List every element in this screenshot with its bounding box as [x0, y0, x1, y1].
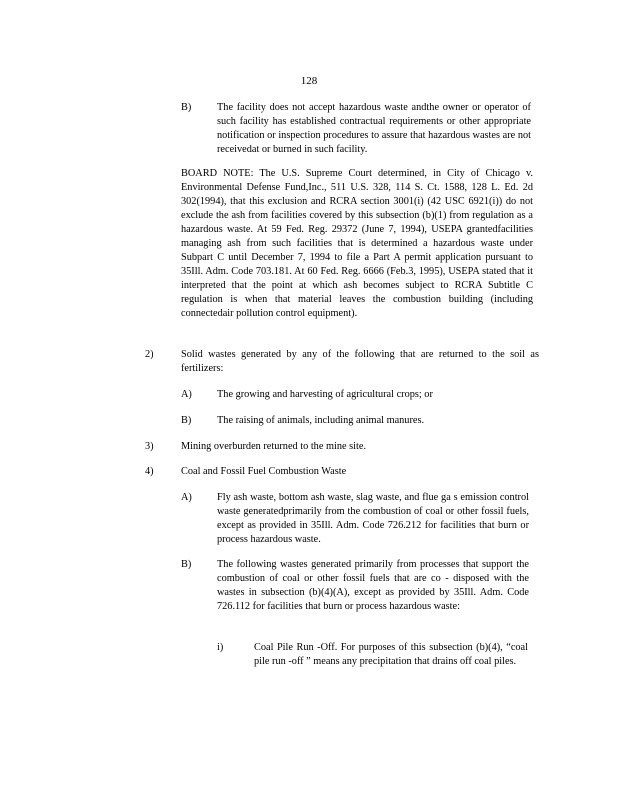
item-b-label: B)	[181, 102, 192, 113]
item-4a-text: Fly ash waste, bottom ash waste, slag waste, and flue ga s emission control waste generatedprimarily from the combustion of coal or other fossil fuels, except as provided in 35Ill. Adm. Code 726.212 for facilities that burn or process hazardous waste.	[217, 492, 529, 545]
item-2a-label: A)	[181, 389, 192, 400]
item-2b-label: B)	[181, 415, 192, 426]
page-number: 128	[300, 75, 318, 87]
item-3-label: 3)	[145, 441, 154, 452]
item-4b-text: The following wastes generated primarily from processes that support the combustion of coal or other fossil fuels that are co - disposed with the wastes in subsection (b)(4)(A), except as provided by 35Ill. Adm. Code 726.112 for facilities that burn or process hazardous waste:	[217, 559, 529, 612]
item-4-heading: Coal and Fossil Fuel Combustion Waste	[181, 466, 347, 477]
item-4b-label: B)	[181, 559, 192, 570]
item-4b-i-text: Coal Pile Run -Off. For purposes of this subsection (b)(4), “coal pile run -off ” means any precipitation that drains off coal piles.	[254, 642, 528, 667]
item-4b-i-label: i)	[217, 642, 224, 653]
item-2a-text: The growing and harvesting of agricultural crops; or	[217, 389, 433, 400]
item-2-text: Solid wastes generated by any of the following that are returned to the soil as fertilizers:	[181, 349, 539, 374]
item-4a-label: A)	[181, 492, 192, 503]
item-b-text: The facility does not accept hazardous waste andthe owner or operator of such facility has established contractual requirements or other appropriate notification or inspection procedures to assure that hazardous wastes are not receivedat or burned in such facility.	[217, 102, 531, 155]
item-2b-text: The raising of animals, including animal manures.	[217, 415, 425, 426]
item-2-label: 2)	[145, 349, 154, 360]
item-3-text: Mining overburden returned to the mine site.	[181, 441, 367, 452]
board-note: BOARD NOTE: The U.S. Supreme Court determined, in City of Chicago v. Environmental Defense Fund,Inc., 511 U.S. 328, 114 S. Ct. 1588, 128 L. Ed. 2d 302(1994), that this exclusion and RCRA section 3001(i) (42 USC 6921(i)) do not exclude the ash from facilities covered by this subsection (b)(1) from regulation as a hazardous waste. At 59 Fed. Reg. 29372 (June 7, 1994), USEPA grantedfacilities managing ash from such facilities that is determined a hazardous waste under Subpart C until December 7, 1994 to file a Part A permit application pursuant to 35Ill. Adm. Code 703.181. At 60 Fed. Reg. 6666 (Feb.3, 1995), USEPA stated that it interpreted that the point at which ash becomes subject to RCRA Subtitle C regulation is when that material leaves the combustion building (including connectedair pollution control equipment).	[181, 168, 533, 319]
item-4-label: 4)	[145, 466, 154, 477]
